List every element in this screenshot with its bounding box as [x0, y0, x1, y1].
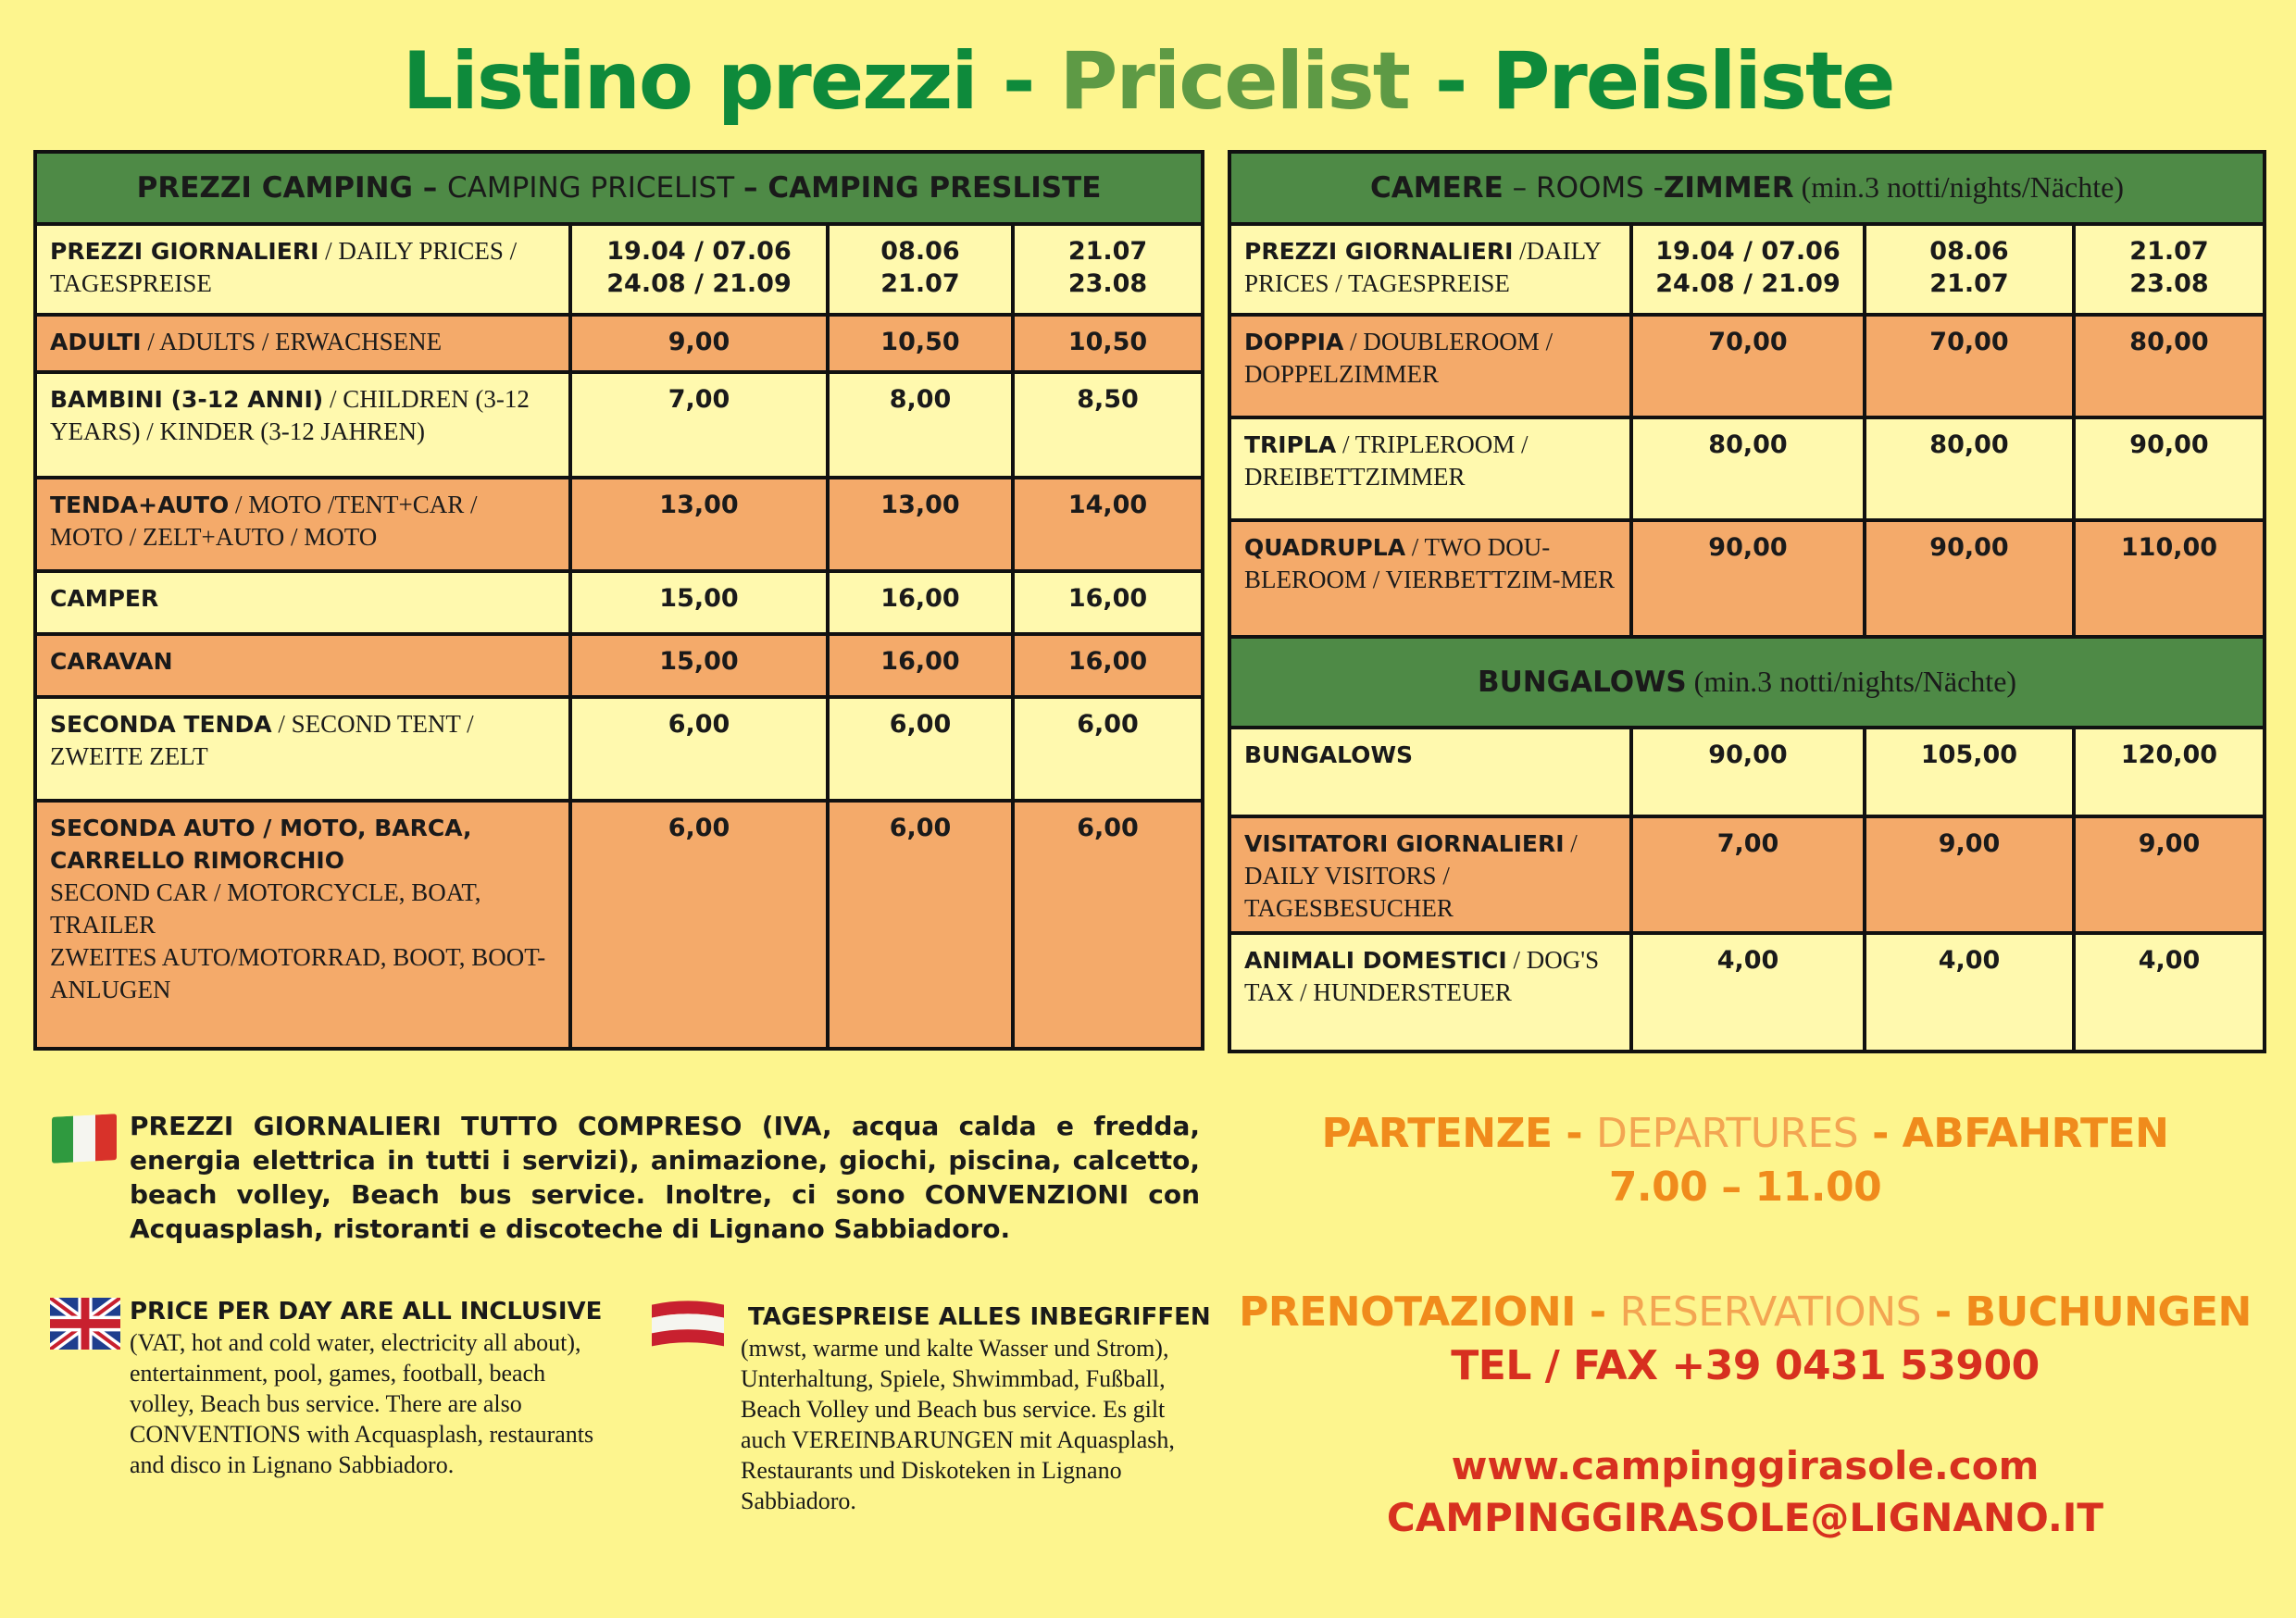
table-row: ADULTI / ADULTS / ERWACHSENE 9,00 10,50 10,50 — [35, 315, 1203, 372]
website-link[interactable]: www.campinggirasole.com — [1451, 1443, 2040, 1488]
info-italian: PREZZI GIORNALIERI TUTTO COMPRESO (IVA, acqua calda e fredda, energia elettrica in tutti i servizi), animazione, giochi, piscina, calcetto, beach volley, Beach bus service. Inoltre, ci sono CONVENZIONI con Acquasplash, ristoranti e discoteche di Lignano Sabbiadoro. — [130, 1111, 1200, 1244]
phone-number: TEL / FAX +39 0431 53900 — [1451, 1342, 2040, 1389]
departure-time: 7.00 – 11.00 — [1608, 1164, 1882, 1211]
table-row: ANIMALI DOMESTICI / DOG'S TAX / HUNDERSTEUER 4,00 4,00 4,00 — [1229, 933, 2265, 1052]
title-de: Preisliste — [1491, 35, 1894, 128]
table-row: DOPPIA / DOUBLEROOM / DOPPELZIMMER 70,00 70,00 80,00 — [1229, 315, 2265, 417]
period-2: 08.06 21.07 — [828, 224, 1013, 315]
table-row: QUADRUPLA / TWO DOU-BLEROOM / VIERBETTZIM-MER 90,00 90,00 110,00 — [1229, 520, 2265, 637]
table-row: VISITATORI GIORNALIERI / DAILY VISITORS / TAGESBESUCHER 7,00 9,00 9,00 — [1229, 816, 2265, 933]
table-row: TRIPLA / TRIPLEROOM / DREIBETTZIMMER 80,00 80,00 90,00 — [1229, 417, 2265, 520]
title-en: Pricelist — [1059, 35, 1409, 128]
rooms-table-header: CAMERE – ROOMS -ZIMMER (min.3 notti/nights/Nächte) — [1229, 152, 2265, 224]
page-title: Listino prezzi - Pricelist - Preisliste — [402, 35, 1894, 128]
email-link[interactable]: CAMPINGGIRASOLE@LIGNANO.IT — [1386, 1495, 2104, 1540]
info-german: TAGESPREISE ALLES INBEGRIFFEN (mwst, warme und kalte Wasser und Strom), Unterhaltung, Spiele, Shwimmbad, Fußball, Beach Volley und Beach bus service. Es gilt auch VEREINBARUNGEN mit Aquasplash, Restaurants und Diskoteken in Lignano Sabbiadoro. — [741, 1303, 1211, 1514]
uk-flag-icon — [50, 1298, 120, 1350]
title-it: Listino prezzi — [402, 35, 977, 128]
period-1: 19.04 / 07.06 24.08 / 21.09 — [570, 224, 828, 315]
info-english: PRICE PER DAY ARE ALL INCLUSIVE (VAT, hot and cold water, electricity all about), entertainment, pool, games, football, beach volley, Beach bus service. There are also CONVENTIONS with Acquasplash, restaurants and disco in Lignano Sabbiadoro. — [130, 1298, 603, 1478]
rooms-price-table — [1228, 150, 2266, 1053]
contact-block — [1222, 1440, 2268, 1544]
table-row: BAMBINI (3-12 ANNI) / CHILDREN (3-12 YEARS) / KINDER (3-12 JAHREN) 7,00 8,00 8,50 — [35, 372, 1203, 478]
table-row: SECONDA AUTO / MOTO, BARCA, CARRELLO RIMORCHIO SECOND CAR / MOTORCYCLE, BOAT, TRAILER ZWEITES AUTO/MOTORRAD, BOOT, BOOT-ANLUGEN 6,00 6,00 6,00 — [35, 801, 1203, 1049]
table-row: CARAVAN 15,00 16,00 16,00 — [35, 634, 1203, 697]
departures-block: PARTENZE - DEPARTURES - ABFAHRTEN 7.00 – 11.00 — [1222, 1107, 2268, 1214]
period-3: 21.07 23.08 — [1013, 224, 1203, 315]
camping-date-row: PREZZI GIORNALIERI / DAILY PRICES / TAGESPREISE 19.04 / 07.06 24.08 / 21.09 08.06 21.07 21.07 23.08 — [35, 224, 1203, 315]
italy-flag-icon — [52, 1114, 117, 1164]
table-row: SECONDA TENDA / SECOND TENT / ZWEITE ZELT 6,00 6,00 6,00 — [35, 697, 1203, 801]
table-row: BUNGALOWS 90,00 105,00 120,00 — [1229, 728, 2265, 816]
table-row: CAMPER 15,00 16,00 16,00 — [35, 571, 1203, 634]
bungalows-table-header: BUNGALOWS (min.3 notti/nights/Nächte) — [1229, 637, 2265, 728]
austria-flag-icon — [652, 1300, 724, 1351]
camping-table-header: PREZZI CAMPING – CAMPING PRICELIST – CAMPING PRESLISTE — [35, 152, 1203, 224]
rooms-date-row: PREZZI GIORNALIERI /DAILY PRICES / TAGESPREISE 19.04 / 07.06 24.08 / 21.09 08.06 21.07 21.07 23.08 — [1229, 224, 2265, 315]
reservations-block: PRENOTAZIONI - RESERVATIONS - BUCHUNGEN TEL / FAX +39 0431 53900 — [1222, 1286, 2268, 1393]
camping-price-table — [33, 150, 1204, 1051]
table-row: TENDA+AUTO / MOTO /TENT+CAR / MOTO / ZELT+AUTO / MOTO 13,00 13,00 14,00 — [35, 478, 1203, 571]
